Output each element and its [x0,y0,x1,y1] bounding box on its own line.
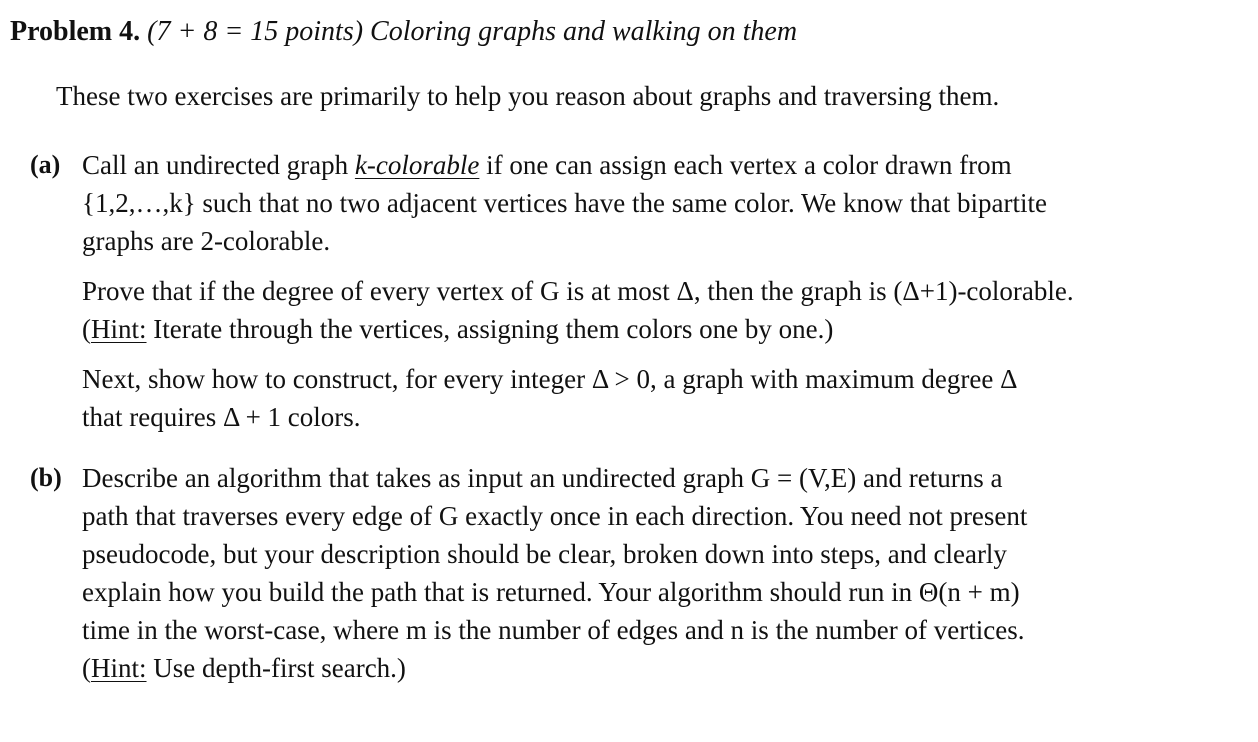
part-a-hint-open: ( [82,314,91,344]
part-b-hint-text: Use depth-first search.) [146,653,406,683]
part-b-marker: (b) [30,463,62,492]
part-b-body [82,459,1220,687]
part-a-body [82,146,1220,436]
part-b-line-2: path that traverses every edge of G exactly once in each direction. You need not present [82,501,1028,531]
part-a-hint-label: Hint: [91,314,147,344]
part-a-p1-line-1-post: if one can assign each vertex a color drawn from [479,150,1012,180]
part-a-p3-line-2: that requires Δ + 1 colors. [82,402,361,432]
part-a-hint-text: Iterate through the vertices, assigning them colors one by one.) [146,314,834,344]
problem-intro: These two exercises are primarily to help you reason about graphs and traversing them. [56,81,1000,111]
part-b-line-3: pseudocode, but your description should be clear, broken down into steps, and clearly [82,539,1007,569]
part-a-p2-line-2 [82,310,1220,348]
part-a-marker: (a) [30,150,61,179]
part-a-p1-line-1 [82,146,1220,184]
problem-title [10,14,797,50]
part-a-p1-line-1-pre: Call an undirected graph [82,150,355,180]
part-a-p1-line-2: {1,2,…,k} such that no two adjacent vertices have the same color. We know that bipartite [82,188,1047,218]
part-b-hint-label: Hint: [91,653,147,683]
part-b-hint-open: ( [82,653,91,683]
problem-points: (7 + 8 = 15 points) [147,16,364,47]
part-b-line-1: Describe an algorithm that takes as input an undirected graph G = (V,E) and returns a [82,463,1003,493]
part-b-line-4: explain how you build the path that is returned. Your algorithm should run in Θ(n + m) [82,577,1020,607]
part-b-line-6 [82,649,1220,687]
part-a-p1-line-3: graphs are 2-colorable. [82,226,331,256]
part-a-p2-line-1: Prove that if the degree of every vertex of G is at most Δ, then the graph is (Δ+1)-colorable. [82,276,1074,306]
part-b-line-5: time in the worst-case, where m is the number of edges and n is the number of vertices. [82,615,1025,645]
problem-topic: Coloring graphs and walking on them [370,16,798,47]
problem-label: Problem 4. [10,16,141,47]
k-colorable-term: k-colorable [354,150,480,180]
part-a-p3-line-1: Next, show how to construct, for every integer Δ > 0, a graph with maximum degree Δ [82,364,1018,394]
